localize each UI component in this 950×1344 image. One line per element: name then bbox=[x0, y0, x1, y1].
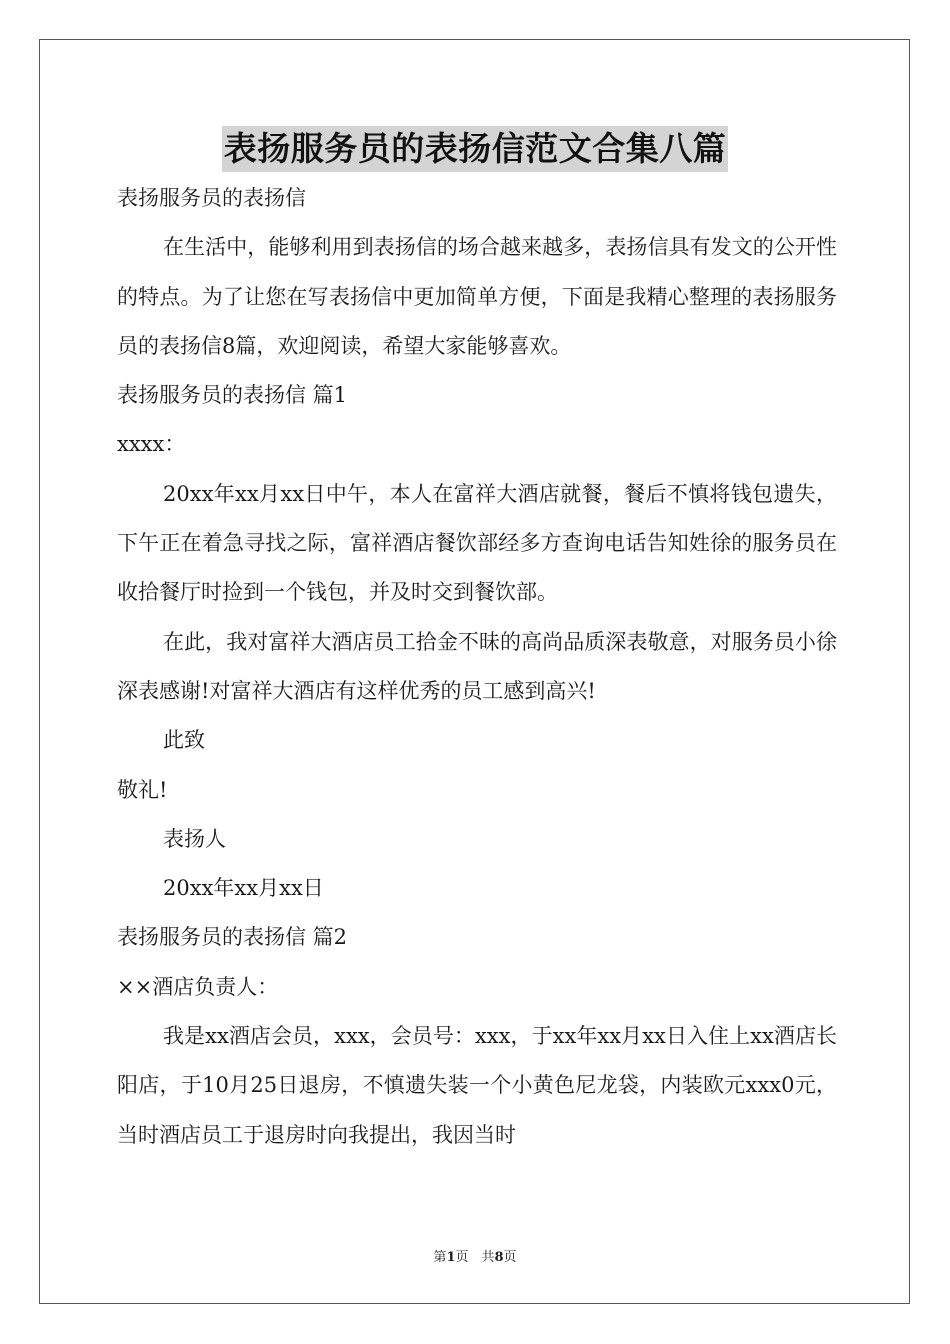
paragraph: 我是xx酒店会员，xxx，会员号：xxx，于xx年xx月xx日入住上xx酒店长阳店，于10月25日退房，不慎遗失装一个小黄色尼龙袋，内装欧元xxx0元，当时酒店员工于退房时向我提出，我因当时 bbox=[117, 1024, 837, 1147]
paragraph: 表扬服务员的表扬信 bbox=[117, 186, 306, 210]
title-container bbox=[0, 126, 950, 172]
paragraph: 在生活中，能够利用到表扬信的场合越来越多，表扬信具有发文的公开性的特点。为了让您在写表扬信中更加简单方便，下面是我精心整理的表扬服务员的表扬信8篇，欢迎阅读，希望大家能够喜欢。 bbox=[117, 235, 837, 358]
paragraph: ××酒店负责人： bbox=[117, 974, 279, 999]
paragraph: 表扬服务员的表扬信 篇2 bbox=[117, 925, 348, 950]
paragraph: 20xx年xx月xx日中午，本人在富祥大酒店就餐，餐后不慎将钱包遗失，下午正在着急寻找之际，富祥酒店餐饮部经多方查询电话告知姓徐的服务员在收拾餐厅时捡到一个钱包，并及时交到餐饮部。 bbox=[117, 481, 837, 605]
paragraph: 表扬人 bbox=[163, 826, 226, 851]
paragraph: 此致 bbox=[163, 728, 205, 753]
page-footer bbox=[0, 1246, 950, 1265]
document-title: 表扬服务员的表扬信范文合集八篇 bbox=[222, 126, 729, 172]
paragraph: 在此，我对富祥大酒店员工拾金不昧的高尚品质深表敬意，对服务员小徐深表感谢!对富祥大酒店有这样优秀的员工感到高兴! bbox=[117, 629, 837, 703]
footer-prefix: 第 bbox=[433, 1250, 447, 1265]
footer-mid: 页 共 bbox=[455, 1250, 495, 1265]
paragraph: 表扬服务员的表扬信 篇1 bbox=[117, 383, 348, 408]
footer-current-page: 1 bbox=[446, 1250, 456, 1265]
footer-total-pages: 8 bbox=[494, 1250, 504, 1265]
footer-suffix: 页 bbox=[503, 1250, 517, 1265]
paragraph: xxxx： bbox=[117, 432, 186, 457]
paragraph: 20xx年xx月xx日 bbox=[163, 876, 324, 901]
paragraph: 敬礼! bbox=[117, 777, 168, 802]
document-body bbox=[117, 174, 837, 1160]
